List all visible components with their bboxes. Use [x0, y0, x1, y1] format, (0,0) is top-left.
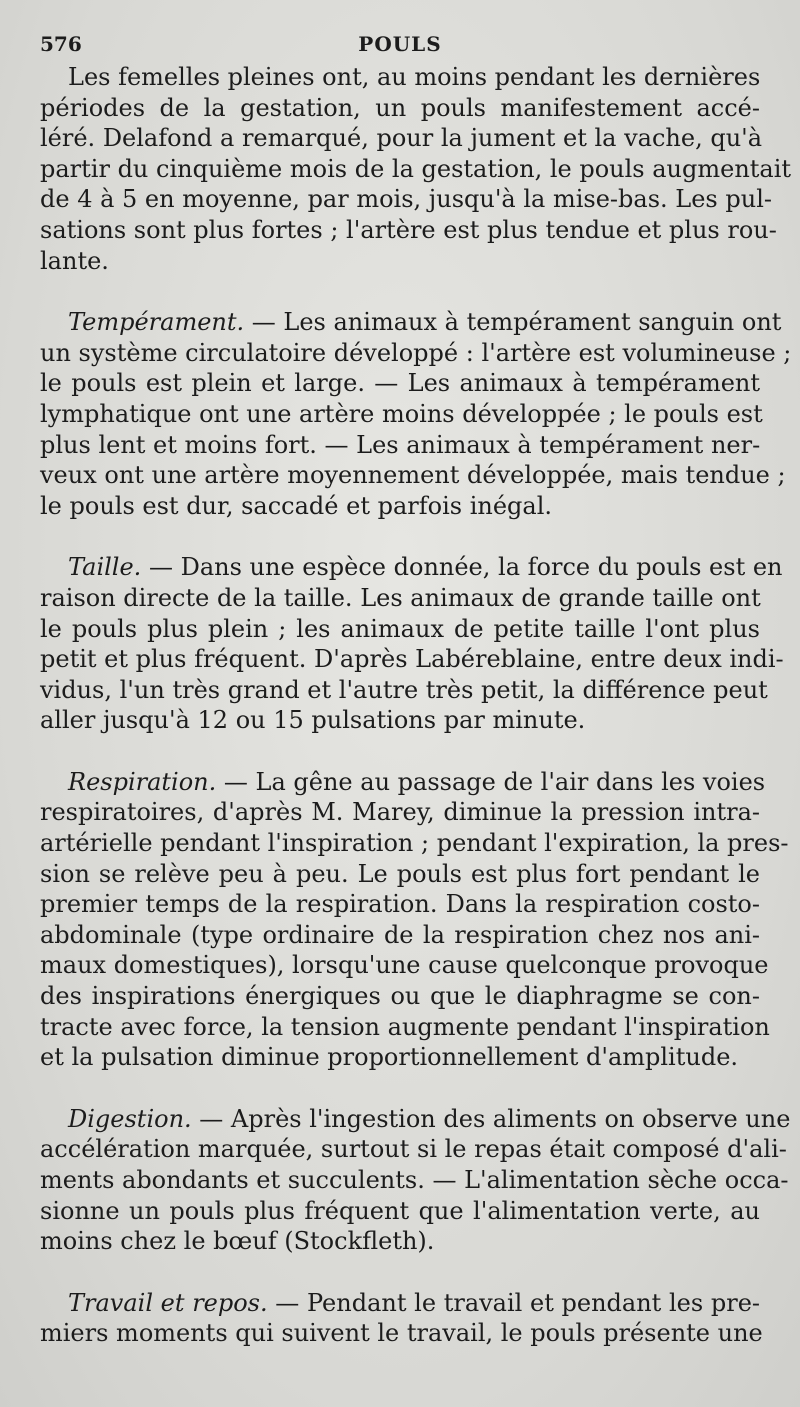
text-line: le pouls plus plein ; les animaux de petite taille l'ont plus	[40, 614, 760, 643]
text-line: léré. Delafond a remarqué, pour la jument et la vache, qu'à	[40, 124, 763, 153]
paragraph-taille	[40, 552, 784, 736]
text-line: des inspirations énergiques ou que le diaphragme se con-	[40, 982, 760, 1011]
paragraph-digestion	[40, 1104, 791, 1257]
paragraph-gap	[40, 1257, 760, 1288]
text-line: lante.	[40, 246, 109, 275]
paragraph-travail	[40, 1288, 763, 1349]
running-title: POULS	[358, 32, 442, 56]
text-line	[40, 307, 782, 338]
section-heading: Travail et repos.	[68, 1288, 268, 1317]
paragraph-temperament	[40, 307, 792, 521]
section-heading: Respiration.	[68, 767, 217, 796]
text-line	[40, 1104, 791, 1135]
text-line: premier temps de la respiration. Dans la respiration costo-	[40, 890, 760, 919]
section-heading: Taille.	[68, 553, 142, 582]
paragraph-gap	[40, 736, 760, 767]
text-line: ments abondants et succulents. — L'alimentation sèche occa-	[40, 1166, 789, 1194]
text-line: Les femelles pleines ont, au moins pendant les dernières	[68, 63, 761, 91]
text-line: veux ont une artère moyennement développée, mais tendue ;	[40, 461, 786, 490]
text-line: sion se relève peu à peu. Le pouls est plus fort pendant le	[40, 859, 760, 888]
text-line	[40, 767, 766, 798]
text-line: sations sont plus fortes ; l'artère est plus tendue et plus rou-	[40, 215, 777, 244]
text-line: le pouls est plein et large. — Les animaux à tempérament	[40, 369, 760, 398]
text-run: — Les animaux à tempérament sanguin ont	[244, 308, 782, 337]
text-line: artérielle pendant l'inspiration ; pendant l'expiration, la pres-	[40, 829, 789, 858]
text-line: le pouls est dur, saccadé et parfois inégal.	[40, 491, 553, 520]
text-line: périodes de la gestation, un pouls manifestement accé-	[40, 93, 760, 122]
text-line	[40, 552, 783, 583]
text-line: sionne un pouls plus fréquent que l'alimentation verte, au	[40, 1196, 760, 1225]
paragraph-respiration	[40, 767, 789, 1073]
text-line: et la pulsation diminue proportionnellement d'amplitude.	[40, 1043, 739, 1072]
text-run: — La gêne au passage de l'air dans les voies	[216, 767, 766, 796]
text-line: miers moments qui suivent le travail, le pouls présente une	[40, 1319, 763, 1348]
text-run: — Pendant le travail et pendant les pre-	[267, 1288, 761, 1317]
text-line: petit et plus fréquent. D'après Labéreblaine, entre deux indi-	[40, 645, 784, 674]
text-line: tracte avec force, la tension augmente pendant l'inspiration	[40, 1012, 770, 1041]
text-line: plus lent et moins fort. — Les animaux à tempérament ner-	[40, 430, 761, 459]
paragraph-gap	[40, 521, 760, 552]
running-head	[40, 30, 760, 62]
section-heading: Tempérament.	[68, 308, 245, 337]
text-line: respiratoires, d'après M. Marey, diminue la pression intra-	[40, 798, 760, 827]
text-line: lymphatique ont une artère moins développée ; le pouls est	[40, 399, 763, 428]
text-line: abdominale (type ordinaire de la respiration chez nos ani-	[40, 920, 760, 949]
text-line: vidus, l'un très grand et l'autre très petit, la différence peut	[40, 675, 768, 704]
text-line: accélération marquée, surtout si le repas était composé d'ali-	[40, 1135, 787, 1164]
page-number: 576	[40, 32, 82, 56]
text-line: un système circulatoire développé : l'artère est volumineuse ;	[40, 338, 792, 367]
paragraph-gap	[40, 1073, 760, 1104]
paragraph-gap	[40, 276, 760, 307]
text-line: aller jusqu'à 12 ou 15 pulsations par minute.	[40, 706, 586, 735]
text-line: raison directe de la taille. Les animaux de grande taille ont	[40, 583, 761, 612]
text-line	[40, 1288, 760, 1319]
text-run: — Dans une espèce donnée, la force du pouls est en	[141, 553, 783, 582]
text-line: partir du cinquième mois de la gestation, le pouls augmentait	[40, 154, 792, 183]
text-line: de 4 à 5 en moyenne, par mois, jusqu'à la mise-bas. Les pul-	[40, 185, 772, 214]
section-heading: Digestion.	[68, 1104, 192, 1133]
text-line: maux domestiques), lorsqu'une cause quelconque provoque	[40, 951, 769, 980]
paragraph-gestation	[40, 62, 792, 276]
text-run: — Après l'ingestion des aliments on observe une	[191, 1104, 791, 1133]
text-line: moins chez le bœuf (Stockfleth).	[40, 1227, 435, 1256]
